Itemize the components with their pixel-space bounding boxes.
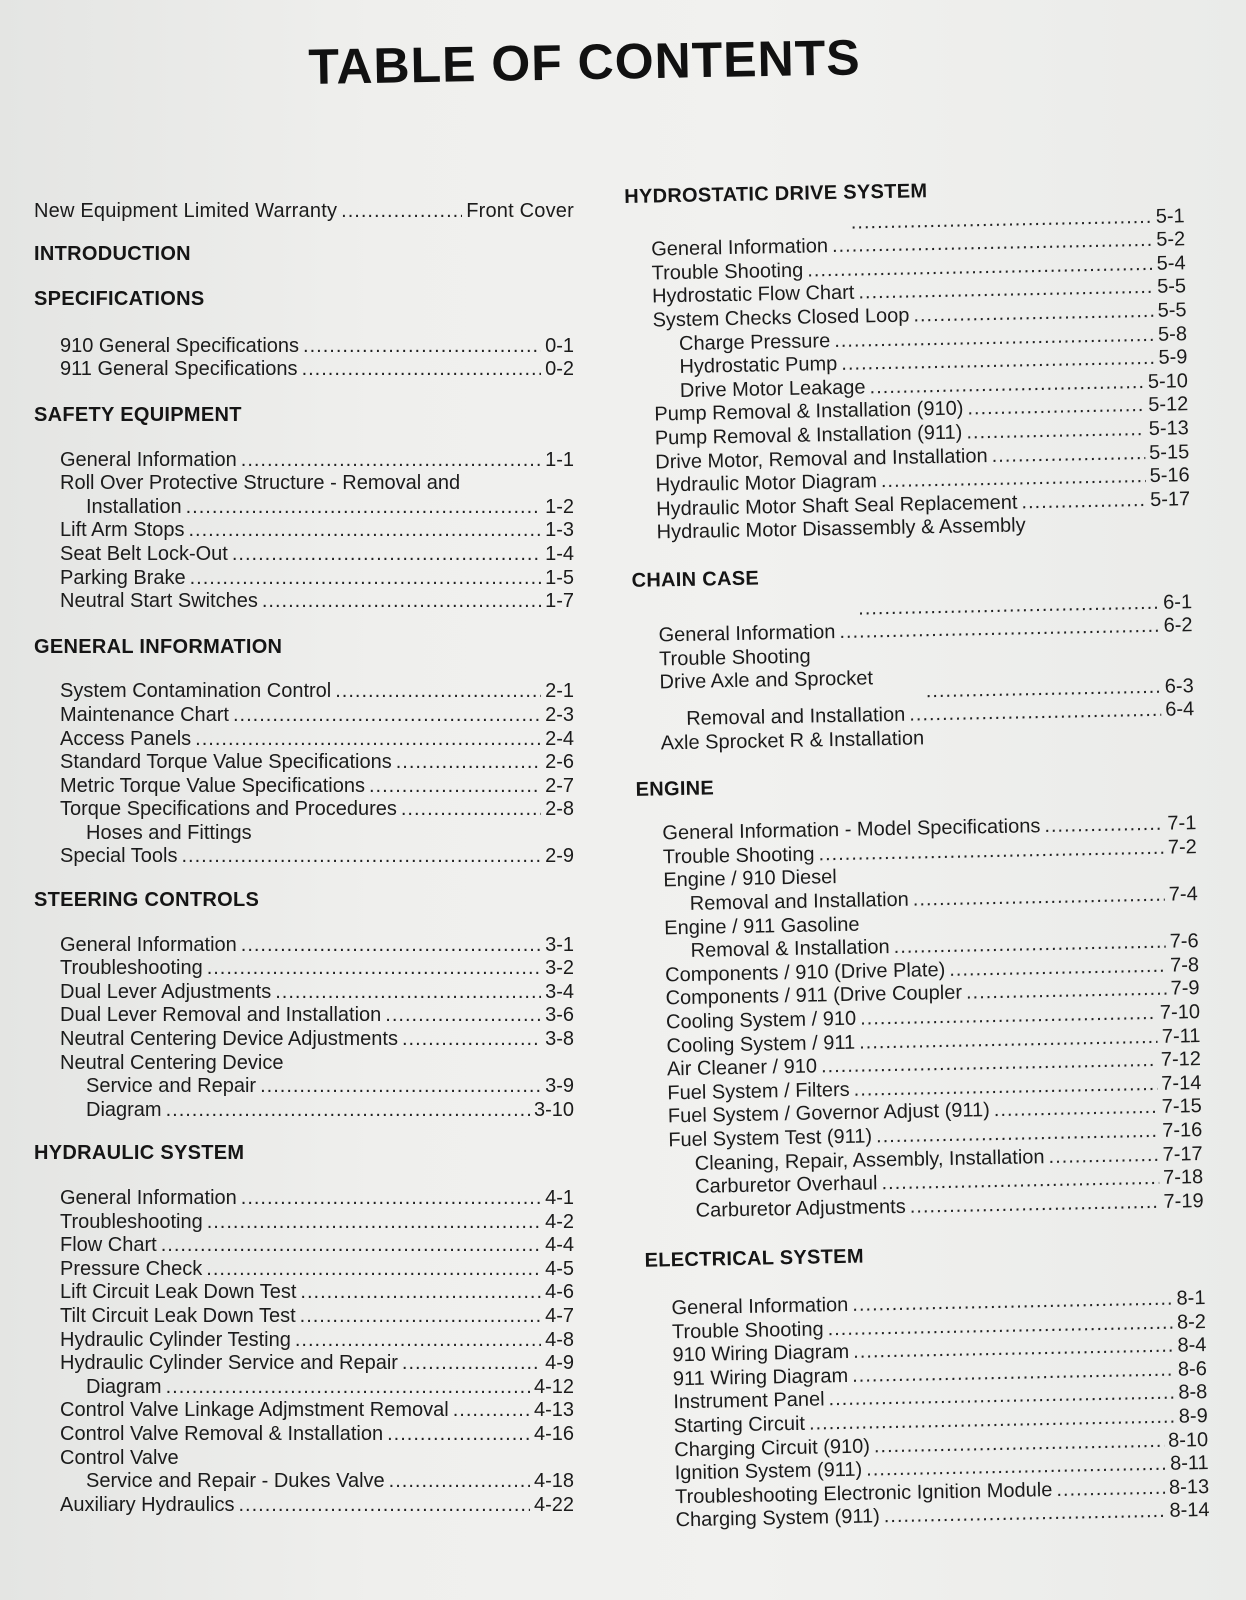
entry-label: Metric Torque Value Specifications — [60, 774, 365, 797]
dot-leader — [241, 934, 541, 958]
entry-label: Dual Lever Adjustments — [60, 980, 272, 1003]
entry-page: 8-11 — [1169, 1452, 1209, 1475]
entry-page: 7-18 — [1162, 1166, 1204, 1189]
entry-label: Service and Repair — [86, 1075, 257, 1098]
toc-entry[interactable] — [34, 449, 574, 473]
toc-entry[interactable] — [34, 1494, 574, 1518]
entry-label: Dual Lever Removal and Installation — [60, 1004, 382, 1027]
entry-label: General Information - Model Specifications — [662, 815, 1041, 845]
entry-label: Components / 910 (Drive Plate) — [664, 958, 946, 987]
entry-label: Pressure Check — [60, 1257, 203, 1280]
entry-label: Control Valve — [60, 1446, 179, 1469]
entry-page: 5-5 — [1157, 299, 1187, 322]
dot-leader — [966, 418, 1145, 445]
entry-page: 3-9 — [545, 1075, 574, 1098]
toc-entry[interactable] — [34, 358, 574, 382]
entry-label: System Contamination Control — [60, 680, 332, 703]
entry-label: Carburetor Adjustments — [695, 1195, 906, 1222]
dot-leader — [241, 1187, 541, 1211]
section-general-information — [34, 636, 574, 869]
entry-page: 5-15 — [1148, 440, 1190, 464]
entry-label: General Information — [658, 621, 836, 647]
entry-page: 2-6 — [545, 751, 574, 774]
section-engine — [635, 768, 1203, 1224]
toc-entry[interactable] — [34, 1399, 574, 1423]
entry-page: 7-1 — [1167, 812, 1197, 835]
section-steering-controls — [34, 889, 574, 1122]
entry-label: Drive Motor, Removal and Installation — [655, 444, 988, 473]
entry-label: Hydrostatic Pump — [679, 353, 838, 379]
entry-page: 2-8 — [545, 798, 574, 821]
entry-page: 1-2 — [545, 495, 574, 518]
entry-page: 7-8 — [1169, 953, 1200, 977]
entry-label: Torque Specifications and Procedures — [60, 798, 397, 821]
entry-label: Tilt Circuit Leak Down Test — [60, 1304, 296, 1327]
dot-leader — [300, 1305, 541, 1329]
entry-page: 8-9 — [1178, 1404, 1208, 1428]
entry-label: General Information — [60, 448, 237, 471]
toc-entry-warranty[interactable] — [34, 200, 574, 224]
entry-page: 6-3 — [1164, 675, 1194, 698]
entry-label: Hoses and Fittings — [86, 821, 252, 844]
entry-page: 5-12 — [1148, 393, 1189, 417]
toc-entry[interactable] — [34, 1423, 574, 1447]
toc-entry[interactable] — [34, 1052, 574, 1076]
dot-leader — [1044, 813, 1164, 839]
entry-page: 5-13 — [1148, 417, 1189, 440]
entry-page: 2-7 — [545, 774, 574, 797]
entry-page: 4-16 — [533, 1422, 574, 1445]
entry-label: Parking Brake — [60, 566, 186, 589]
entry-label: Removal and Installation — [686, 704, 906, 731]
entry-label: Seat Belt Lock-Out — [60, 542, 228, 565]
dot-leader — [302, 358, 542, 382]
section-heading: GENERAL INFORMATION — [34, 635, 283, 658]
entry-label: Charging System (911) — [675, 1505, 880, 1532]
entry-page: 4-5 — [545, 1257, 574, 1280]
toc-entry[interactable] — [34, 1187, 574, 1211]
entry-label: New Equipment Limited Warranty — [34, 200, 338, 222]
entry-label: Starting Circuit — [673, 1412, 806, 1438]
entry-page: 1-4 — [545, 542, 574, 565]
entry-label: Trouble Shooting — [651, 259, 804, 285]
entry-label: Hydraulic Motor Shaft Seal Replacement — [655, 491, 1018, 521]
entry-label: Removal and Installation — [689, 888, 909, 915]
toc-entry[interactable] — [34, 496, 574, 520]
dot-leader — [260, 1075, 541, 1099]
entry-page: 3-10 — [533, 1098, 574, 1121]
dot-leader — [402, 1028, 541, 1052]
dot-leader — [241, 449, 541, 473]
dot-leader — [967, 394, 1144, 421]
entry-page: 3-6 — [545, 1004, 574, 1027]
toc-entry[interactable] — [34, 1376, 574, 1400]
toc-entry[interactable] — [34, 728, 574, 752]
entry-label: Engine / 911 Gasoline — [664, 913, 860, 939]
entry-page: 5-4 — [1156, 252, 1186, 275]
entry-page: 5-8 — [1157, 322, 1188, 346]
entry-page: 6-4 — [1165, 698, 1195, 722]
dot-leader — [206, 1258, 541, 1282]
entry-label: Air Cleaner / 910 — [666, 1055, 818, 1081]
entry-page: 7-6 — [1169, 930, 1199, 953]
dot-leader — [994, 1096, 1158, 1123]
entry-label: Hydraulic Motor Diagram — [655, 470, 878, 497]
entry-label: Hydrostatic Flow Chart — [651, 281, 855, 308]
entry-page: 5-17 — [1149, 487, 1191, 511]
entry-label: Instrument Panel — [673, 1388, 825, 1414]
entry-page: 7-9 — [1170, 977, 1200, 1001]
dot-leader — [207, 1211, 541, 1235]
toc-entry[interactable] — [34, 472, 574, 496]
dot-leader — [239, 1494, 530, 1518]
toc-entry[interactable] — [34, 1470, 574, 1494]
toc-entry[interactable] — [34, 1329, 574, 1353]
entry-label: Diagram — [86, 1375, 162, 1398]
entry-page: 8-8 — [1178, 1381, 1208, 1404]
dot-leader — [232, 543, 541, 567]
section-heading: SAFETY EQUIPMENT — [34, 403, 242, 426]
toc-entry[interactable] — [34, 519, 574, 543]
section-heading: ENGINE — [635, 777, 715, 801]
section-safety-equipment — [34, 404, 574, 614]
dot-leader — [233, 704, 541, 728]
entry-label: Troubleshooting Electronic Ignition Module — [674, 1478, 1053, 1508]
entry-label: Engine / 910 Diesel — [663, 866, 837, 892]
entry-page: 5-10 — [1147, 369, 1189, 393]
section-heading: HYDROSTATIC DRIVE SYSTEM — [624, 180, 928, 208]
toc-entry[interactable] — [34, 1211, 574, 1235]
entry-label: Axle Sprocket R & Installation — [660, 727, 925, 755]
toc-entry[interactable] — [34, 567, 574, 591]
entry-page: 7-14 — [1161, 1071, 1202, 1095]
entry-label: Charging Circuit (910) — [674, 1435, 871, 1461]
entry-page: 0-2 — [545, 358, 574, 381]
entry-label: Flow Chart — [60, 1234, 157, 1257]
entry-label: Trouble Shooting — [658, 645, 811, 671]
entry-label: Installation — [86, 495, 182, 518]
toc-entry[interactable] — [34, 957, 574, 981]
toc-left-column — [34, 200, 574, 1537]
entry-page: 1-1 — [545, 448, 574, 471]
toc-entry[interactable] — [34, 335, 574, 359]
entry-page: 6-1 — [1162, 590, 1193, 614]
entry-page: 3-2 — [545, 957, 574, 980]
dot-leader — [275, 981, 541, 1005]
entry-label: Charge Pressure — [678, 329, 831, 355]
entry-page: 4-6 — [545, 1281, 574, 1304]
dot-leader — [195, 728, 541, 752]
dot-leader — [161, 1234, 541, 1258]
entry-page: 8-13 — [1168, 1475, 1210, 1499]
entry-page: 2-9 — [545, 845, 574, 868]
entry-label: Ignition System (911) — [674, 1458, 863, 1485]
entry-page: 3-8 — [545, 1028, 574, 1051]
entry-page: 2-4 — [545, 727, 574, 750]
entry-page: 8-14 — [1169, 1499, 1210, 1523]
dot-leader — [909, 699, 1161, 727]
entry-page: 5-16 — [1149, 464, 1190, 488]
toc-entry[interactable] — [34, 798, 574, 822]
dot-leader — [453, 1399, 530, 1423]
entry-label: Trouble Shooting — [662, 843, 815, 869]
toc-entry[interactable] — [34, 704, 574, 728]
entry-label: Components / 911 (Drive Coupler — [665, 982, 963, 1010]
entry-page: 7-4 — [1168, 883, 1198, 906]
entry-label: Removal & Installation — [690, 936, 890, 963]
entry-page: 4-2 — [545, 1210, 574, 1233]
entry-label: Control Valve Removal & Installation — [60, 1422, 384, 1445]
dot-leader — [385, 1004, 541, 1028]
dot-leader — [396, 751, 541, 775]
entry-label: General Information — [671, 1293, 849, 1320]
dot-leader — [335, 680, 541, 704]
entry-label: Cooling System / 910 — [665, 1007, 857, 1034]
dot-leader — [389, 1470, 530, 1494]
section-heading: CHAIN CASE — [631, 567, 760, 592]
entry-label: Hydraulic Cylinder Testing — [60, 1328, 291, 1351]
entry-page: 7-11 — [1161, 1024, 1201, 1048]
entry-label: Trouble Shooting — [671, 1317, 824, 1343]
entry-label: Carburetor Overhaul — [695, 1172, 878, 1198]
section-chain-case — [631, 559, 1194, 756]
entry-label: Standard Torque Value Specifications — [60, 751, 392, 774]
toc-entry[interactable] — [34, 1258, 574, 1282]
toc-entry[interactable] — [34, 1352, 574, 1376]
entry-page: 4-18 — [533, 1470, 574, 1493]
toc-entry[interactable] — [34, 934, 574, 958]
entry-label: Roll Over Protective Structure - Removal and — [60, 472, 461, 495]
entry-label: Diagram — [86, 1098, 162, 1121]
dot-leader — [369, 775, 541, 799]
dot-leader — [991, 442, 1145, 469]
entry-label: Access Panels — [60, 727, 192, 750]
dot-leader — [303, 335, 541, 359]
entry-page: 4-8 — [545, 1328, 574, 1351]
entry-page: 4-22 — [533, 1493, 574, 1516]
entry-label: Troubleshooting — [60, 957, 203, 980]
toc-entry[interactable] — [34, 822, 574, 846]
entry-label: Special Tools — [60, 845, 178, 868]
entry-label: Drive Axle and Sprocket — [659, 667, 874, 694]
entry-label: Cleaning, Repair, Assembly, Installation — [694, 1145, 1045, 1175]
toc-entry[interactable] — [34, 775, 574, 799]
toc-entry[interactable] — [34, 981, 574, 1005]
dot-leader — [300, 1281, 541, 1305]
section-electrical-system — [644, 1239, 1209, 1533]
entry-label: Neutral Centering Device — [60, 1051, 284, 1074]
entry-label: Troubleshooting — [60, 1210, 203, 1233]
entry-page: 7-10 — [1159, 1001, 1201, 1024]
toc-entry[interactable] — [34, 1234, 574, 1258]
entry-page: 4-4 — [545, 1234, 574, 1257]
entry-page: 3-1 — [545, 933, 574, 956]
entry-page: 2-1 — [545, 680, 574, 703]
entry-page: 5-5 — [1156, 275, 1187, 299]
entry-label: Pump Removal & Installation (910) — [654, 397, 964, 426]
entry-page: 1-3 — [545, 519, 574, 542]
dot-leader — [910, 1191, 1160, 1219]
dot-leader — [166, 1099, 530, 1123]
dot-leader — [295, 1329, 541, 1353]
entry-label: 911 Wiring Diagram — [672, 1364, 849, 1390]
entry-page: 4-9 — [545, 1352, 574, 1375]
entry-page: 0-1 — [545, 334, 574, 357]
entry-label: Neutral Start Switches — [60, 590, 258, 613]
entry-page: 5-9 — [1158, 346, 1188, 369]
section-introduction — [34, 243, 574, 267]
entry-label: Fuel System / Governor Adjust (911) — [667, 1099, 991, 1128]
section-heading: STEERING CONTROLS — [34, 889, 260, 912]
entry-page: 7-15 — [1161, 1095, 1202, 1119]
entry-page: 2-3 — [545, 703, 574, 726]
entry-label: Pump Removal & Installation (911) — [654, 421, 963, 450]
entry-page: 1-5 — [545, 566, 574, 589]
toc-entry[interactable] — [34, 1028, 574, 1052]
entry-label: System Checks Closed Loop — [652, 304, 910, 332]
entry-label: Auxiliary Hydraulics — [60, 1493, 235, 1516]
entry-label: General Information — [60, 1187, 237, 1209]
toc-entry[interactable] — [34, 680, 574, 704]
entry-label: Service and Repair - Dukes Valve — [86, 1470, 385, 1493]
entry-page: 8-10 — [1167, 1428, 1209, 1452]
entry-label: 910 Wiring Diagram — [672, 1341, 850, 1367]
dot-leader — [181, 845, 541, 869]
entry-page: 6-2 — [1163, 614, 1193, 637]
entry-label: Fuel System Test (911) — [668, 1125, 873, 1152]
section-heading: HYDRAULIC SYSTEM — [34, 1142, 245, 1165]
entry-label: Cooling System / 911 — [666, 1031, 856, 1057]
dot-leader — [387, 1423, 530, 1447]
entry-label: Fuel System / Filters — [667, 1078, 850, 1105]
entry-page: 4-7 — [545, 1304, 574, 1327]
toc-entry[interactable] — [34, 751, 574, 775]
dot-leader — [1056, 1477, 1165, 1503]
entry-page: 5-1 — [1155, 204, 1185, 228]
section-heading: INTRODUCTION — [34, 242, 191, 265]
toc-entry[interactable] — [34, 590, 574, 614]
entry-label: 911 General Specifications — [60, 358, 298, 381]
entry-page: 7-12 — [1160, 1048, 1202, 1072]
toc-entry[interactable] — [34, 1305, 574, 1329]
entry-page: 8-2 — [1176, 1310, 1207, 1334]
dot-leader — [884, 1500, 1166, 1529]
entry-label: Lift Arm Stops — [60, 519, 185, 542]
entry-page: 7-16 — [1161, 1119, 1203, 1142]
entry-page: 5-2 — [1156, 228, 1186, 251]
entry-page: 7-2 — [1167, 835, 1198, 859]
section-hydrostatic-drive-system — [624, 175, 1191, 546]
entry-label: Neutral Centering Device Adjustments — [60, 1028, 398, 1051]
entry-page: 4-1 — [545, 1187, 574, 1209]
section-heading: SPECIFICATIONS — [34, 288, 205, 311]
entry-page: 8-1 — [1176, 1286, 1206, 1310]
dot-leader — [166, 1376, 530, 1400]
toc-entry[interactable] — [34, 1447, 574, 1471]
entry-page: 7-17 — [1162, 1142, 1203, 1166]
entry-label: Maintenance Chart — [60, 703, 229, 726]
entry-label: Hydraulic Motor Disassembly & Assembly — [656, 514, 1026, 544]
toc-entry[interactable] — [34, 543, 574, 567]
entry-label: Control Valve Linkage Adjmstment Removal — [60, 1399, 449, 1422]
dot-leader — [189, 519, 542, 543]
dot-leader — [341, 200, 462, 224]
entry-page: 1-7 — [545, 590, 574, 613]
dot-leader — [1021, 489, 1146, 515]
section-specifications — [34, 288, 574, 382]
dot-leader — [190, 567, 541, 591]
dot-leader — [913, 884, 1165, 912]
entry-page: 4-13 — [533, 1399, 574, 1422]
toc-entry[interactable] — [34, 1281, 574, 1305]
dot-leader — [1048, 1143, 1159, 1169]
entry-label: General Information — [651, 235, 829, 261]
entry-page: 8-4 — [1177, 1334, 1207, 1357]
dot-leader — [262, 590, 541, 614]
toc-entry[interactable] — [34, 1099, 574, 1123]
entry-page: Front Cover — [466, 200, 574, 222]
entry-page: 7-19 — [1163, 1189, 1204, 1213]
page-title: TABLE OF CONTENTS — [308, 29, 862, 95]
dot-leader — [207, 957, 541, 981]
section-hydraulic-system — [34, 1142, 574, 1517]
entry-page: 4-12 — [533, 1375, 574, 1398]
entry-label: Lift Circuit Leak Down Test — [60, 1281, 297, 1304]
entry-page: 3-4 — [545, 980, 574, 1003]
entry-label: 910 General Specifications — [60, 334, 300, 357]
entry-label: General Information — [60, 933, 237, 956]
dot-leader — [402, 1352, 541, 1376]
toc-entry[interactable] — [34, 845, 574, 869]
toc-entry[interactable] — [34, 1004, 574, 1028]
dot-leader — [401, 798, 541, 822]
section-heading: ELECTRICAL SYSTEM — [644, 1245, 865, 1273]
entry-page: 8-6 — [1177, 1357, 1208, 1381]
toc-entry[interactable] — [34, 1075, 574, 1099]
toc-right-column — [624, 175, 1210, 1553]
entry-label: Hydraulic Cylinder Service and Repair — [60, 1352, 398, 1375]
entry-label: Drive Motor Leakage — [679, 376, 866, 402]
dot-leader — [186, 496, 541, 520]
